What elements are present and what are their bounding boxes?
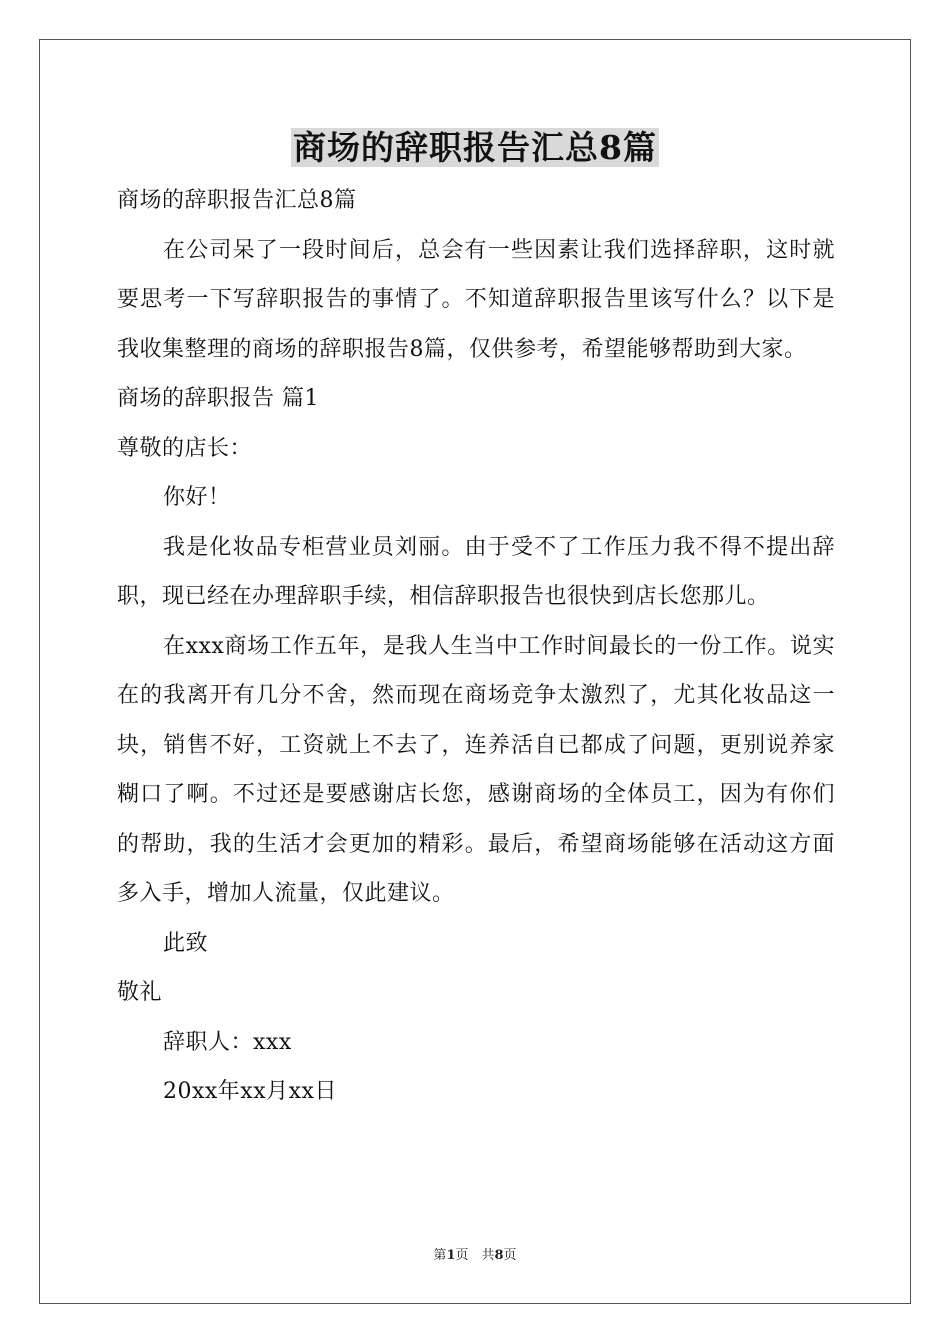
document-body <box>117 176 835 1117</box>
footer-suffix: 页 <box>503 1248 517 1263</box>
section-heading: 商场的辞职报告 篇1 <box>117 386 319 411</box>
greeting: 你好！ <box>163 485 231 510</box>
footer-mid: 页 共 <box>455 1248 495 1263</box>
intro-paragraph: 在公司呆了一段时间后，总会有一些因素让我们选择辞职，这时就要思考一下写辞职报告的事情了。不知道辞职报告里该写什么？以下是我收集整理的商场的辞职报告8篇，仅供参考，希望能够帮助到大家。 <box>117 237 835 362</box>
document-title-text: 商场的辞职报告汇总8篇 <box>293 128 657 167</box>
closing-salute: 敬礼 <box>117 980 163 1005</box>
footer-page-total: 8 <box>494 1248 504 1263</box>
signature-line: 辞职人：xxx <box>163 1029 292 1055</box>
document-title <box>0 126 950 170</box>
body-paragraph-1: 我是化妆品专柜营业员刘丽。由于受不了工作压力我不得不提出辞职，现已经在办理辞职手续，相信辞职报告也很快到店长您那儿。 <box>117 534 835 609</box>
footer-prefix: 第 <box>433 1248 447 1263</box>
salutation: 尊敬的店长： <box>117 435 253 461</box>
body-paragraph-2: 在xxx商场工作五年，是我人生当中工作时间最长的一份工作。说实在的我离开有几分不舍，然而现在商场竞争太激烈了，尤其化妆品这一块，销售不好，工资就上不去了，连养活自已都成了问题，更别说养家糊口了啊。不过还是要感谢店长您，感谢商场的全体员工，因为有你们的帮助，我的生活才会更加的精彩。最后，希望商场能够在活动这方面多入手，增加人流量，仅此建议。 <box>117 633 835 906</box>
subtitle-paragraph: 商场的辞职报告汇总8篇 <box>117 188 357 213</box>
closing-phrase: 此致 <box>163 930 209 956</box>
footer-page-current: 1 <box>446 1248 456 1263</box>
date-line: 20xx年xx月xx日 <box>163 1079 337 1104</box>
page-footer <box>0 1247 950 1265</box>
